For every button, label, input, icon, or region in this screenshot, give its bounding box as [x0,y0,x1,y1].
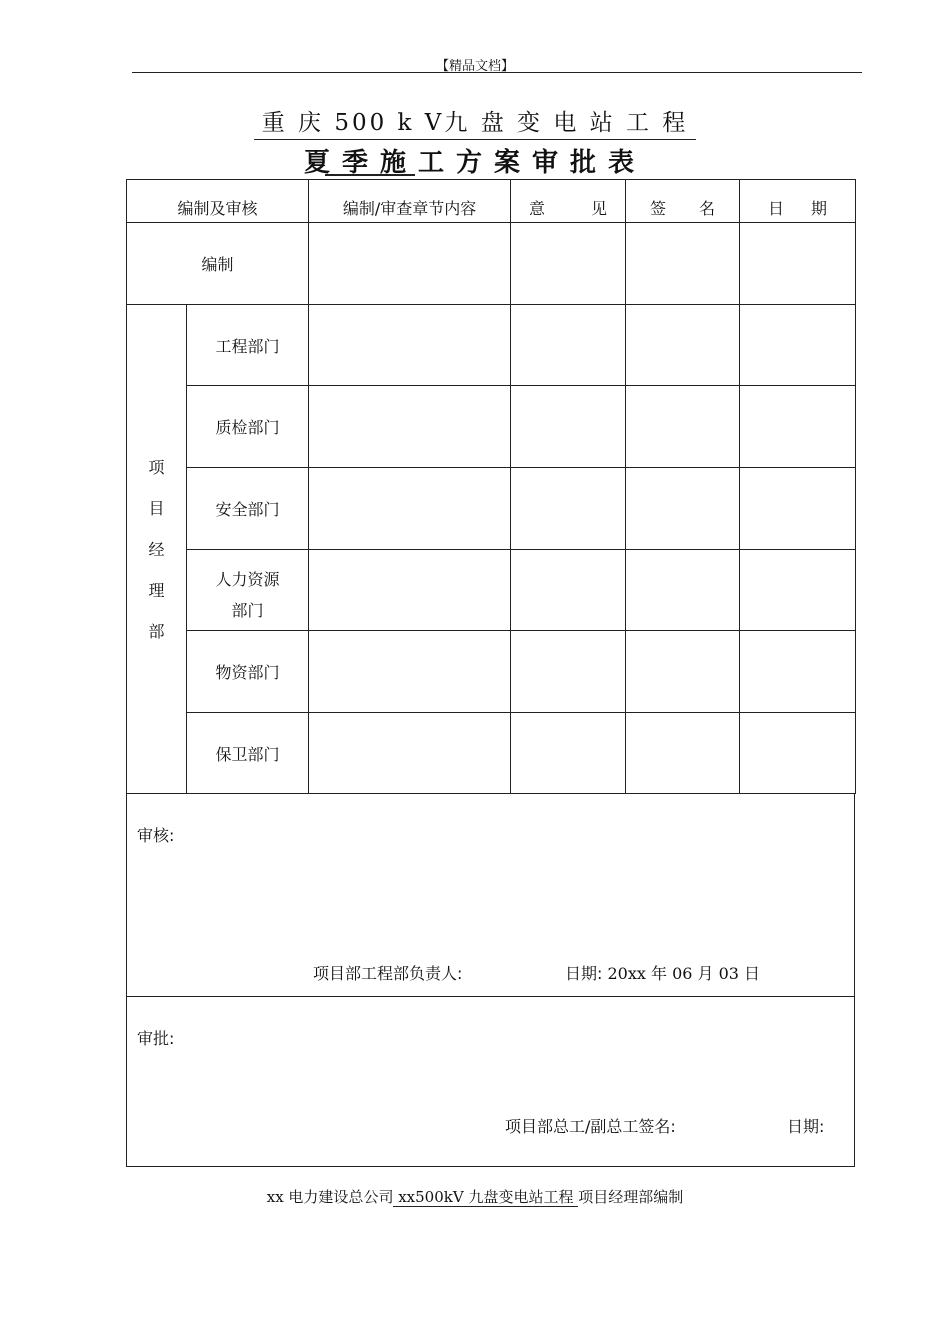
signature-cell[interactable] [626,386,740,468]
content-cell[interactable] [309,468,511,550]
signature-cell[interactable] [626,305,740,386]
date-cell[interactable] [740,713,856,794]
opinion-cell[interactable] [511,386,626,468]
review-date [565,961,760,984]
content-cell[interactable] [309,631,511,713]
approval-table [126,179,856,794]
review-responsible-label: 项目部工程部负责人: [313,964,463,983]
footer-company: xx 电力建设总公司 [266,1188,394,1206]
table-row-dept [127,305,856,386]
approval-date-label: 日期: [787,1117,825,1136]
footer-suffix: 项目经理部编制 [578,1188,684,1206]
header-content: 编制/审查章节内容 [309,180,511,223]
date-cell[interactable] [740,631,856,713]
approval-section[interactable] [126,996,855,1167]
review-date-value: 20xx 年 06 月 03 日 [607,964,761,983]
date-cell[interactable] [740,468,856,550]
content-cell[interactable] [309,713,511,794]
table-row-dept [127,550,856,631]
dept-group-label: 项 目 经 理 部 [127,305,187,794]
date-cell[interactable] [740,305,856,386]
table-row-dept [127,468,856,550]
compile-signature-cell[interactable] [626,223,740,305]
content-cell[interactable] [309,550,511,631]
header-tag: 【精品文档】 [435,59,514,74]
approval-label: 审批: [137,1029,175,1048]
compile-opinion-cell[interactable] [511,223,626,305]
review-label: 审核: [137,826,175,845]
table-row-compile [127,223,856,305]
review-date-label: 日期: [565,964,603,983]
opinion-cell[interactable] [511,631,626,713]
dept-security: 保卫部门 [187,713,309,794]
project-title-text: 重 庆 500 k V九 盘 变 电 站 工 程 [254,104,697,140]
signature-cell[interactable] [626,468,740,550]
content-cell[interactable] [309,305,511,386]
header-compile-review: 编制及审核 [127,180,309,223]
review-section[interactable] [126,793,855,997]
compile-content-cell[interactable] [309,223,511,305]
dept-materials: 物资部门 [187,631,309,713]
date-cell[interactable] [740,550,856,631]
date-cell[interactable] [740,386,856,468]
form-title: 夏季施工方案审批表 [303,148,646,178]
footer [0,1186,950,1207]
opinion-cell[interactable] [511,305,626,386]
signature-cell[interactable] [626,713,740,794]
opinion-cell[interactable] [511,468,626,550]
content-cell[interactable] [309,386,511,468]
compile-date-cell[interactable] [740,223,856,305]
footer-project: xx500kV 九盘变电站工程 [393,1188,579,1206]
header-signature: 签 名 [626,180,740,223]
header-date: 日 期 [740,180,856,223]
dept-engineering: 工程部门 [187,305,309,386]
header-rule [132,72,862,73]
dept-quality: 质检部门 [187,386,309,468]
header-opinion: 意 见 [511,180,626,223]
table-header-row [127,180,856,223]
signature-cell[interactable] [626,631,740,713]
project-title [0,104,950,140]
table-row-dept [127,631,856,713]
form-title-underline [325,174,415,176]
dept-safety: 安全部门 [187,468,309,550]
compile-label: 编制 [127,223,309,305]
approval-signer-label: 项目部总工/副总工签名: [505,1117,676,1136]
opinion-cell[interactable] [511,713,626,794]
opinion-cell[interactable] [511,550,626,631]
table-row-dept [127,713,856,794]
dept-hr: 人力资源 部门 [187,550,309,631]
table-row-dept [127,386,856,468]
signature-cell[interactable] [626,550,740,631]
